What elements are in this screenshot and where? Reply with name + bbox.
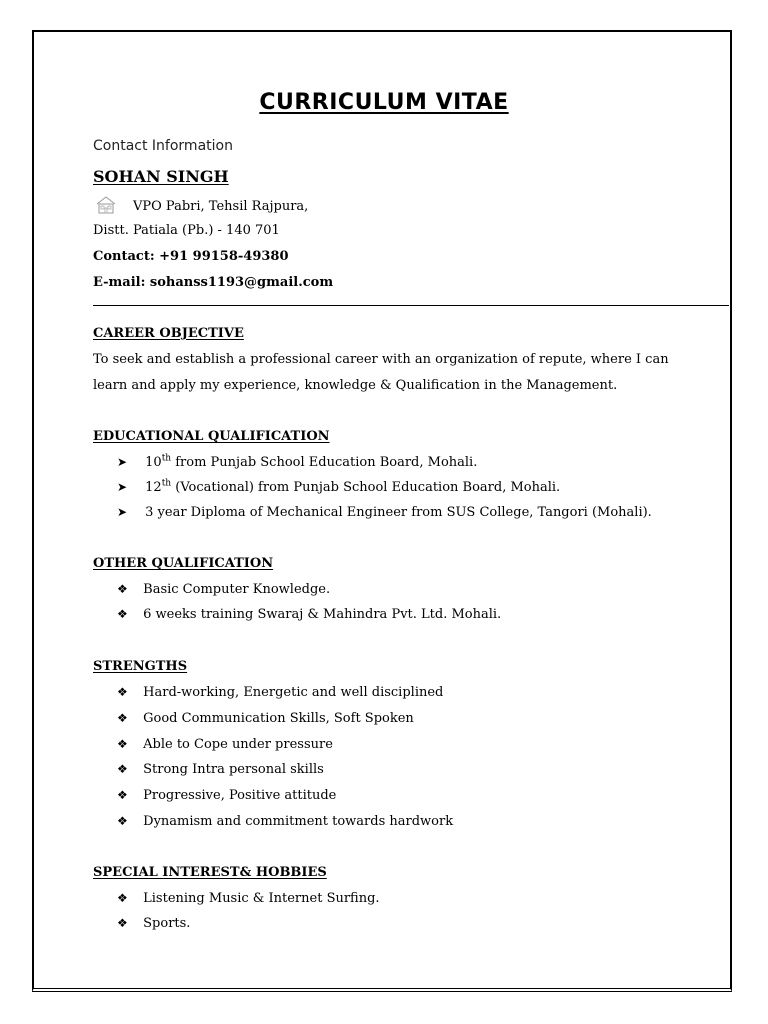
other-qualification-item [117, 607, 501, 622]
education-item-text: 3 year Diploma of Mechanical Engineer from SUS College, Tangori (Mohali). [145, 505, 652, 520]
diamond-bullet-icon: ❖ [117, 762, 128, 776]
education-item [117, 480, 560, 495]
candidate-name: SOHAN SINGH [93, 167, 229, 186]
hobby-text: Listening Music & Internet Surfing. [143, 891, 380, 906]
strength-item [117, 711, 414, 726]
diamond-bullet-icon: ❖ [117, 582, 128, 596]
strengths-heading: STRENGTHS [93, 659, 188, 674]
education-item [117, 455, 477, 470]
strength-item [117, 685, 443, 700]
diamond-bullet-icon: ❖ [117, 685, 128, 699]
other-qualification-text: Basic Computer Knowledge. [143, 582, 331, 597]
education-item-sup: th [161, 453, 172, 464]
diamond-bullet-icon: ❖ [117, 737, 128, 751]
education-item-sup: th [161, 478, 172, 489]
page-title: CURRICULUM VITAE [259, 90, 509, 115]
arrow-bullet-icon: ➤ [117, 505, 128, 519]
education-item-text: from Punjab School Education Board, Mohali. [171, 455, 478, 470]
strength-item [117, 737, 333, 752]
diamond-bullet-icon: ❖ [117, 891, 128, 905]
other-qualification-text: 6 weeks training Swaraj & Mahindra Pvt. Ltd. Mohali. [143, 607, 502, 622]
career-objective-line-1: To seek and establish a professional career with an organization of repute, where I can [93, 352, 669, 367]
strength-text: Progressive, Positive attitude [143, 788, 337, 803]
strength-text: Hard-working, Energetic and well disciplined [143, 685, 444, 700]
hobby-item [117, 916, 190, 931]
hobby-text: Sports. [143, 916, 191, 931]
strength-item [117, 814, 453, 829]
education-item [117, 505, 652, 520]
address-line-1: VPO Pabri, Tehsil Rajpura, [133, 199, 309, 214]
arrow-bullet-icon: ➤ [117, 455, 128, 469]
email-address: E-mail: sohanss1193@gmail.com [93, 275, 334, 290]
education-item-text: (Vocational) from Punjab School Education Board, Mohali. [171, 480, 561, 495]
diamond-bullet-icon: ❖ [117, 788, 128, 802]
other-qualification-item [117, 582, 330, 597]
address-line-2: Distt. Patiala (Pb.) - 140 701 [93, 223, 280, 238]
education-item-base: 10 [145, 455, 162, 470]
other-qualification-heading: OTHER QUALIFICATION [93, 556, 274, 571]
career-objective-line-2: learn and apply my experience, knowledge & Qualification in the Management. [93, 378, 618, 393]
strength-text: Strong Intra personal skills [143, 762, 324, 777]
strength-item [117, 788, 336, 803]
diamond-bullet-icon: ❖ [117, 916, 128, 930]
hobby-item [117, 891, 380, 906]
hobbies-heading: SPECIAL INTEREST& HOBBIES [93, 865, 327, 880]
strength-item [117, 762, 324, 777]
house-icon [95, 195, 117, 215]
diamond-bullet-icon: ❖ [117, 711, 128, 725]
strength-text: Able to Cope under pressure [143, 737, 333, 752]
strength-text: Dynamism and commitment towards hardwork [143, 814, 454, 829]
header-divider [93, 305, 729, 306]
career-objective-heading: CAREER OBJECTIVE [93, 326, 244, 341]
contact-number: Contact: +91 99158-49380 [93, 249, 289, 264]
education-item-base: 12 [145, 480, 162, 495]
contact-information-label: Contact Information [93, 138, 233, 154]
education-heading: EDUCATIONAL QUALIFICATION [93, 429, 330, 444]
diamond-bullet-icon: ❖ [117, 607, 128, 621]
diamond-bullet-icon: ❖ [117, 814, 128, 828]
arrow-bullet-icon: ➤ [117, 480, 128, 494]
strength-text: Good Communication Skills, Soft Spoken [143, 711, 414, 726]
